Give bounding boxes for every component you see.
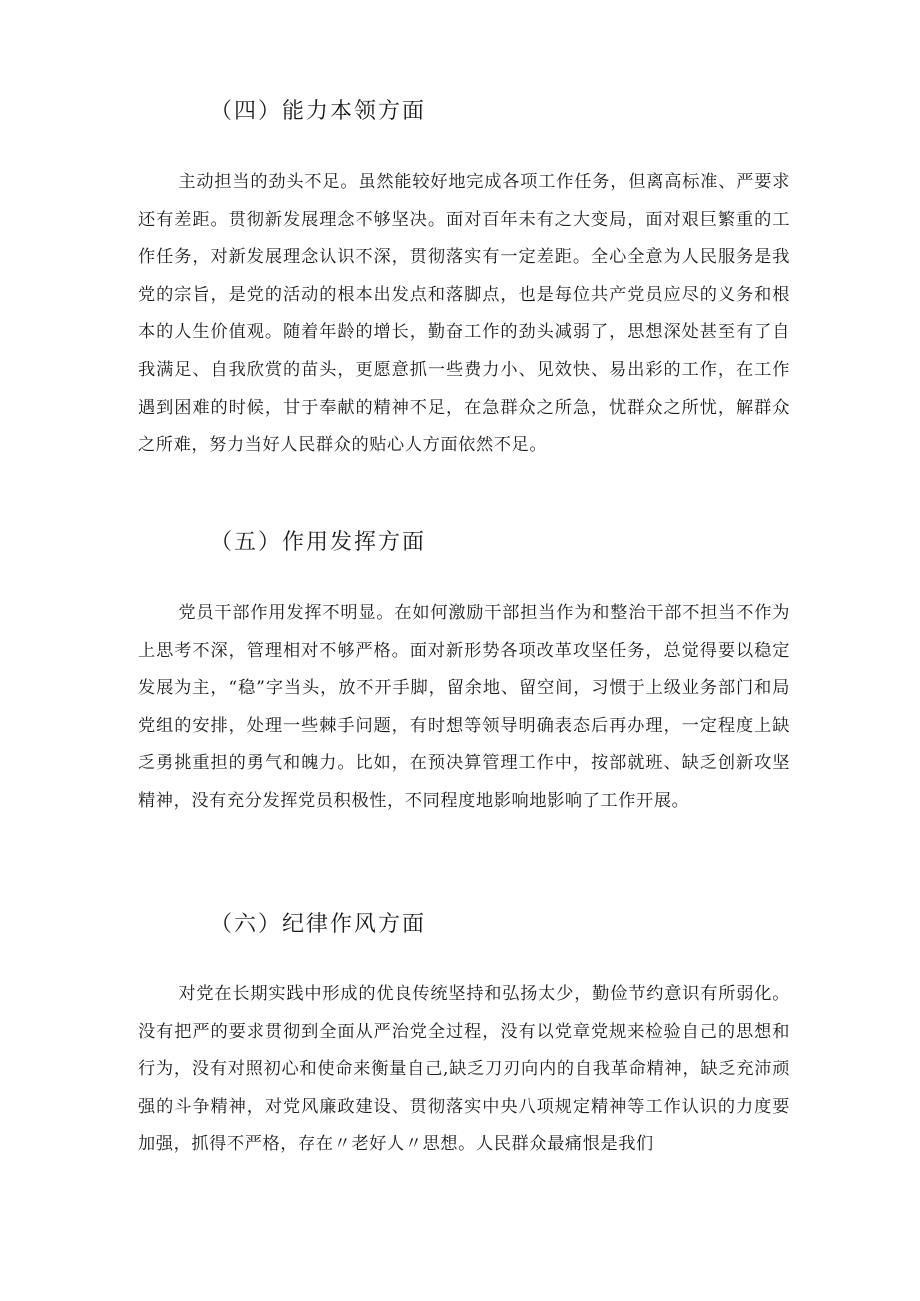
- section-heading: （六）纪律作风方面: [210, 912, 427, 937]
- section-ability: [138, 97, 790, 465]
- section-role: [138, 528, 790, 821]
- section-heading: （四）能力本领方面: [210, 99, 427, 124]
- section-paragraph: 主动担当的劲头不足。虽然能较好地完成各项工作任务，但离高标准、严要求还有差距。贯彻新发展理念不够坚决。面对百年未有之大变局，面对艰巨繁重的工作任务，对新发展理念认识不深，贯彻落实有一定差距。全心全意为人民服务是我党的宗旨，是党的活动的根本出发点和落脚点，也是每位共产党员应尽的义务和根本的人生价值观。随着年龄的增长，勤奋工作的劲头减弱了，思想深处甚至有了自我满足、自我欣赏的苗头，更愿意抓一些费力小、见效快、易出彩的工作，在工作遇到困难的时候，甘于奉献的精神不足，在急群众之所急，忧群众之所忧，解群众之所难，努力当好人民群众的贴心人方面依然不足。: [138, 172, 790, 456]
- section-heading: （五）作用发挥方面: [210, 530, 427, 555]
- section-paragraph: 对党在长期实践中形成的优良传统坚持和弘扬太少，勤俭节约意识有所弱化。没有把严的要求贯彻到全面从严治党全过程，没有以党章党规来检验自己的思想和行为，没有对照初心和使命来衡量自己,缺乏刀刃向内的自我革命精神，缺乏充沛顽强的斗争精神，对党风廉政建设、贯彻落实中央八项规定精神等工作认识的力度要加强，抓得不严格，存在〃老好人〃思想。人民群众最痛恨是我们: [138, 984, 790, 1155]
- section-paragraph: 党员干部作用发挥不明显。在如何激励干部担当作为和整治干部不担当不作为上思考不深，管理相对不够严格。面对新形势各项改革攻坚任务，总觉得要以稳定发展为主，“稳”字当头，放不开手脚，留余地、留空间，习惯于上级业务部门和局党组的安排，处理一些棘手问题，有时想等领导明确表态后再办理，一定程度上缺乏勇挑重担的勇气和魄力。比如，在预决算管理工作中，按部就班、缺乏创新攻坚精神，没有充分发挥党员积极性，不同程度地影响地影响了工作开展。: [138, 603, 790, 811]
- section-discipline: [138, 910, 790, 1164]
